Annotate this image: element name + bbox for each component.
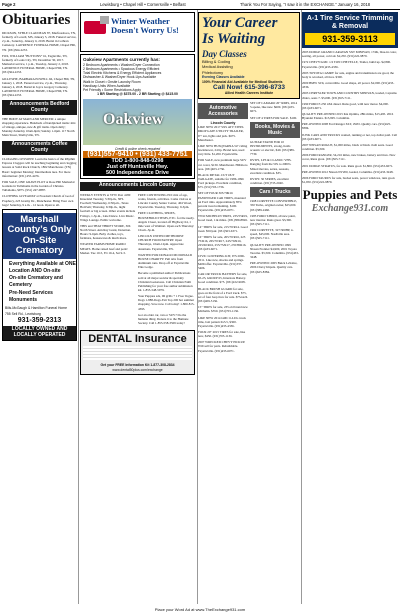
tire-phone: 931-359-3113: [305, 33, 395, 45]
announcement: CLOGGING LESSONS! Learn the basics of the Rhythm Express Cloggers will be teaching beginning and clogging lessons at Solid Rock Church, 1802 Manchester. (TN) Basic: beginner Monday; Intermediate tues. For more information: (931) 455-4476.: [2, 157, 77, 178]
classified-subcolumn: [198, 101, 248, 355]
dental-url: www.dental50plus.com/exchange: [112, 367, 163, 372]
paper-names: Lewisburg • Chapel Hill • Cornersville • Belfast: [100, 2, 186, 7]
classified-ad: FOR SALE, new premium large SUV car cover, $130. Manchester. Hillsboro area. (931)403-1736.: [198, 158, 248, 171]
column-rule: [301, 10, 302, 604]
oak-feature: Total Electric Kitchens & Energy Efficient Appliances: [83, 71, 162, 76]
classified-ad: QUALITY PRE-OWNED 1999 Nissan Frontier $4,900, 2001 Toyota Tacoma. $5,500. Columbia. (931)433-3248.: [250, 242, 299, 260]
exchange-logo: Exchange931.com: [311, 203, 389, 215]
career-aid: 100% Financial Aid Available for Medical Students: [202, 79, 283, 84]
classified-ad: 1968 CORVETTE CONVERTIBLE, 350 Turbo, original owner, $25,000. (931)389-2460.: [250, 199, 298, 212]
announcement: FOR SALE, ONE GRAVE PLOT at Rose Hill Memorial Gardens in Tullahoma in the Garden of Christus. Tullahoma, $975. (931) 247-0887.: [2, 179, 75, 193]
oak-logo-name: Oakview: [103, 110, 164, 128]
classified-ad: TWO MICHELIN TIRES, 235/55R19, Good tread, 11k miles. (931)389-8826.: [198, 214, 248, 223]
classified-ad: 2003 DODGE GRAND CARAVAN SXT MINIVAN, 174K, blue-in color, seating, all power, cold air. $2,250. (931)222-9879.: [302, 50, 397, 59]
service-item: Pre-Need Services: [9, 289, 53, 296]
section-header: Announcements Bedford County: [2, 100, 77, 115]
apartment-photo: [83, 99, 192, 145]
funeral-address: 755 Sell Rd., Lewisburg: [5, 312, 41, 317]
oak-feature: Dishwasher & Washer/Dryer Hook-Ups Available: [83, 75, 157, 80]
oak-phone: (931)557-9410 • (931) 433-7751: [83, 151, 192, 158]
career-evening: Evening Classes Available: [202, 75, 245, 80]
section-header: Announcements Lincoln County: [80, 182, 195, 191]
classified-ad: 1962 CORVETTE, 327/300HP, 4-speed, $45,000. Nashville area. (931)565-7111.: [250, 228, 294, 241]
classified-ad: SET OF FOUR 305/70R16 PASSENGER CAR TIRES, mounted on Ford rims. Approximately 85% percent tread remaining. $100. Fayetteville. (931)433-6071.: [198, 191, 246, 213]
classified-ad: SET OF 4 TIRES FOR SALE. $100.: [250, 115, 297, 120]
section-header: Automotive Accessories: [198, 103, 248, 119]
classified-ad: 2003 CHRYSLER TOWN AND COUNTRY MINIVAN, loaded, Captains chairs, seats 7. $5,000. (931)565-7111.: [302, 91, 397, 100]
dental-phone: Get your FREE Information Kit 1-877-308-2834: [100, 363, 175, 368]
classified-ad: 2000 BMW 323i, convertible. Good shape, all power. $2,000. (931)433-4336.: [302, 81, 395, 90]
classified-ad: JUNK CARS AND TRUCKS wanted, running or not, top dollar paid. Call (931)433-6071.: [302, 132, 398, 141]
oak-hwy: Just off Huntsville Hwy.: [83, 164, 192, 170]
section-header: Cars / Trucks: [250, 187, 300, 197]
winter-title-line: Winter Weather: [111, 16, 170, 26]
page-footer: [0, 605, 400, 614]
career-title-line: Is Waiting: [202, 30, 266, 47]
funeral-phone: 931-359-2313: [17, 316, 62, 324]
classified-ad: 14" TIRES for sale, 215/70/R14. Good tread. $50/pair. (931)363-6371.: [198, 224, 248, 233]
column-rule: [78, 10, 79, 604]
classified-ad: DVD'S, LPS & CLASSIC VHS. Ranging from the 50's to 2000's. Mixed movies, series, seasons, excellent condition. $35.: [250, 158, 292, 175]
announcement: LINCOLN UNITED METHODIST CHURCH FOOD PANTRY. Open Thursdays, 10am-12pm. Appreciate donations. Fayetteville, TN.: [138, 234, 184, 251]
classified-ad: FOUR 20" 2015 TIRES for sale, like new, $450. (931)703-1136.: [198, 330, 246, 339]
classified-ad: BLACK METAL CUT OUT TAILGATE, suitable for 1986-1996 Ford pickups. Excellent condition, $75. (931)703-1736.: [198, 172, 244, 190]
announcement: THE BODY AT MAIN AND MERCER: a unique shopping experience. Hundreds of handpicked items: mix of vintage, antique, new & gift items. Open daily; Monday-Saturday 10am-6pm; Sunday 1-6pm. 117 North Main Street, Shelbyville, TN.: [2, 116, 76, 138]
column-announcements: [80, 10, 195, 605]
oak-tdd: TDD 1-800-848-0298: [83, 158, 192, 164]
section-header: Announcements Coffee County: [2, 141, 77, 156]
column-rule: [197, 10, 198, 604]
oakview-ad: [80, 54, 195, 179]
marshall-title: Marshall County’s Only On-Site Crematory: [7, 213, 72, 257]
oak-feature: Handicap Units When Available: [83, 83, 131, 88]
classified-ad: 2006 FORD RANGER, 54,216 miles, new brakes, battery and tires. New cover, Runs great. (931)565-7111.: [302, 153, 396, 162]
winter-weather-title: [111, 17, 179, 36]
column-classifieds-a: [198, 10, 300, 605]
classified-subcolumn: [250, 101, 300, 355]
column-classifieds-b: [302, 10, 398, 605]
classified-ad: LIKE NEW 2014 GMC 6-LUG truck rims, bolt pattern 6x5.5, $300. Fayetteville. (931)433-4336.: [198, 315, 246, 328]
classified-ad: 1985 FORD T-BIRD, all new paint, new interior. Runs great. $3,300. (931)565-7111.: [250, 213, 296, 226]
oak-rent: 1 BR Starting @ $375.00 - 2 BR Starting @ $415.00: [97, 92, 178, 97]
career-subtitle: Day Classes: [202, 48, 247, 59]
oak-features: [83, 63, 192, 93]
classified-ad: CIVIC LOWERING KIT, ITS 2006-2011. Like new, shocks and springs. $400/offer. Fayetteville. (931)337-5406.: [198, 253, 245, 270]
announcement: WANTED FOR DONALD MCDONALD HOUSE CHARITY: Pull tabs from aluminum cans. Drop off at Fayetteville Elks Lodge.: [138, 252, 192, 270]
classified-ad: 1990 FORD F-250 4X4 diesel. Runs good, with new motor. $4,000. (931)433-6071.: [302, 101, 389, 110]
marshall-banner: [3, 213, 76, 259]
column-obituaries: [2, 10, 77, 605]
announcement: FREE CLOTHING, SHOES, HOUSEHOLD ITEMS, ETC. for the needy. Angels Closet, located off Highway 64, 1 mile west of Walmart. Open each Thursday: 10a.m.-3p.m.: [138, 211, 195, 232]
classified-ad: BLACK BRUSH GUARD for sale, goes on the front of a Ford truck. $75, set of four Jeep tires for sale. $75/each. (931)409-5136.: [198, 286, 249, 304]
career-item: Phlebotomy: [202, 69, 224, 75]
dental-ad: [80, 330, 195, 375]
classified-subcolumns: [198, 101, 300, 355]
obituary: DICKSON, SYBLE CLAUDEAN 87, Murfreesboro, TN, formerly of Lowell, MS, January 5, 2018. Funeral service, 2 p.m., Saturday, January 6, 2018. Burial in Cothran Cemetery. LAWRENCE FUNERAL HOME, Chapel Hill, TN. (931)364-2233.: [2, 31, 77, 52]
county-label: Lincoln County: [210, 121, 236, 126]
oak-feature: 2 Bedroom Apartments • Spacious Energy Efficient: [83, 66, 160, 71]
announcement: Got an older car, van or SUV? Do the humane thing. Donate it to the Humane Society. Call 1-855-558-3509 today!: [138, 312, 189, 326]
classified-ad: 15" TIRES for sale, 235 old brand new Michelin. $350. (931)703-1136.: [198, 305, 248, 314]
classified-ad: PRE-OWNED 2008 Ford Ranger XLT, 4WD. Quality cars. (931)625-8384.: [302, 122, 392, 131]
oak-credit: Credit & police check required: [114, 146, 161, 151]
career-item: Billing & Coding: [202, 58, 231, 64]
section-header: Books, Movies & Music: [250, 122, 300, 138]
announcement: Your Puppies ads, ID grills + 1 Free Vogue. Dogs 1-888-Dogs-Fair Top 200 hot summer shopping. Save now. Call today! 1-800-815-4393.: [138, 294, 195, 311]
tire-service-ad: [302, 12, 398, 48]
funeral-home-name: Bills-McGaugh & Hamilton Funeral Home: [5, 306, 67, 311]
career-list: [202, 59, 296, 76]
classified-ad: 1972 CHEVY/GMC 1/2 TON CHEVELLE, Trailer, build up. $2,800. Fayetteville. (931)433-4336.: [302, 60, 391, 69]
oak-address: 500 Independence Drive: [83, 170, 192, 176]
footer-text: Place your Word Ad at www.TheExchange931.com: [154, 607, 246, 612]
classified-ad: 2001 DODGE STRATUS, for sale. Runs good. $1,800. (931)433-6071.: [302, 163, 394, 168]
classified-ad: 2003 TOYOTA CAMRY for sale, engine and transmission are good, the body is wrecked, all tires. $300.: [302, 70, 394, 79]
classified-ad: LIKE NEW 2017 SXS ATV STEEL DROP GATE UTILITY TRAILER, 6'+ ton, lights and jack. $675. Manchester.: [198, 125, 245, 142]
classified-ad: 2007 WRECKED CHEVY PICKUP. Will sell for parts. Rebuildable. Fayetteville. (931)433-6071.: [198, 340, 246, 353]
funeral-home-ad: [2, 209, 77, 341]
career-ad: [198, 12, 300, 99]
service-item: Everything Available at ONE Location AND On-site: [9, 260, 76, 274]
classified-ad: LIKE NEW HUSQVARNA 54" riding lawnmower, 24 hp. Brand new, used very little. $1,200. Fayetteville.: [198, 143, 248, 157]
announcement-columns: [80, 193, 195, 328]
career-title-line: Your Career: [202, 15, 278, 31]
career-title: [202, 16, 296, 48]
announcement: Become a published author! Publications sold at all major secular & specialty Christian bookstores. Call Christian Faith Publishing for your free author submission kit. 1-855-548-5979.: [138, 271, 193, 293]
dental-title: DENTAL Insurance: [88, 333, 187, 346]
obituary: FOX, WILLIAM “BUTTONS” 61, Eagleville, TN, formerly of Louis City, TN, December 30, 2017. Memorial service, 1 p.m., Tuesday, January 2, 2018. LAWRENCE FUNERAL HOME, Chapel Hill, TN. (931)364-2233.: [2, 53, 69, 75]
service-list: [3, 259, 76, 305]
oak-feature: 2 Bedroom Apartments • Washer/Dryer Connection: [83, 62, 160, 67]
announcement: WEAVER FARMS HOME RADIO MEATS. Home raised beef and pork! Market. Tue 10-5, Fri 10-4, Sat 9-3.: [80, 242, 128, 255]
thanks-line: Thank You For Saying, “I saw it in the EXCHANGE.” January 16, 2018: [240, 2, 371, 7]
obituary: GILLESPIE, BARBARA POWELL 66, Chapel Hill, TN, January 1, 2018. Funeral service, 2 p.m., Thursday, January 4, 2018. Burial in Joyce Gregory Cemetery. LAWRENCE FUNERAL HOME, Chapel Hill, TN. (931)364-2233.: [2, 76, 76, 98]
obituaries-heading: Obituaries: [2, 12, 71, 28]
career-item: Medical Assisting: [202, 64, 233, 70]
service-item: Monuments: [9, 296, 38, 303]
classified-ad: QUALITY PRE-OWNED 2015 Kia Optima, 28K miles, $15,495. 2016 Hyundai Elantra. $13,995. Columbia.: [302, 111, 394, 121]
classified-ad: 16" TIRES for sale, 265/70/R16, 225 75/R16, 265/70/R17, 245/70/R16, 225/60/R16, 255/75/R17, 235/85R16. (931)433-6071.: [198, 234, 247, 252]
page-header: [0, 0, 400, 10]
funeral-bar: LOCALLY OWNED AND LOCALLY OPERATED: [3, 326, 76, 341]
announcement: FREE CONTINUING ED: mix of age, wants, friends, activities. Come visit us at Lincoln County Senior Center, 404 Wood, Fayetteville. Tuesday, Thursday, 9-3pm.: [138, 192, 192, 210]
oak-feature: Pet Friendly • Some Restrictions Apply: [83, 88, 141, 93]
oak-feature: Walk in Closet • Onsite Laundry Room: [83, 79, 141, 84]
announcement: CLOTHING GIVEAWAY at Freedom Church of God of Prophecy, 223 Jeremy Dr., Manchester. Bring Your own bags! Saturday, 9 a.m. - 12 noon. Open to all.: [2, 194, 75, 207]
winter-title-line: Doesn't Worry Us!: [111, 25, 179, 36]
classified-ad: CAR OR TRUCK BATTERY for sale, 65-25, GROUP 65, Interstate Battery. Good condition. $75. (931)222-9695.: [198, 272, 248, 285]
classified-ad: 2007 NISSAN ROGUE, $1,000 miles, black w/black cloth seats. Good condition. $5,500.: [302, 142, 393, 152]
classified-ad: 2006 FORD TAURUS for sale, bucket seats, power windows, runs good. $1,950. (931)222-9879.: [302, 175, 396, 184]
truck-icon: [84, 21, 106, 34]
service-item: On-site Crematory and Cemetery: [9, 275, 63, 289]
career-school: Allied Health Careers Institute: [224, 90, 274, 95]
oak-logo: [103, 111, 163, 129]
classified-ad: GUITAR STAND FOR 10 INSTRUMENTS, strong, holds acoustic or electric, $40. (931)389-7730.: [250, 139, 295, 157]
page-number: Page 2: [2, 2, 16, 7]
oak-title: Oakview Apartments currently has:: [83, 57, 160, 62]
classified-ad: PRE-OWNED: 2005 Buick LeSabre, 2006 Chevy Impala. Quality cars. (931)625-8384.: [250, 261, 298, 274]
dental-fine-print: [83, 346, 192, 360]
classified-ad: PRE-OWNED 2012 Nissan NV200, loaded, Columbia. (931)433-3248.: [302, 169, 394, 174]
tire-title: A-1 Tire Service Trimming & Removal: [306, 15, 394, 31]
announcement-subcolumn: [80, 193, 136, 328]
announcement: WEEKLY EVENTS at VFW Post 4180 Kneeland Tuesday, 5:30p.m., NFL Football; Wednesday, 6:30p.m., Texas Hold'em; Thursday, 6:30p.m., night football or big screen. Other events include Fridays, 1-3p.m., Line Dance. Live Music. Wings Lounge. Public welcome.: [80, 192, 136, 222]
career-phone: Call Now! 615-396-8733: [213, 83, 285, 91]
announcement-subcolumn: [138, 193, 195, 328]
puppies-heading: Puppies and Pets: [302, 187, 398, 203]
winter-weather-ad: [80, 12, 195, 52]
classified-ad: SET OF CAMARO 20" RIMS, 2014 5-spoke, like new. $600. (931)433-6071.: [250, 101, 298, 114]
announcement: THIS and THAT THRIFT STORE, 306 North Street. Ann Ray Grant, Donation. Hours: 9-6pm. Baby clothes, toys, furniture, housewares & much more.: [80, 223, 131, 241]
classified-ad: DVD'S: 30 SERIES, excellent condition. (931)735-2040.: [250, 176, 289, 186]
